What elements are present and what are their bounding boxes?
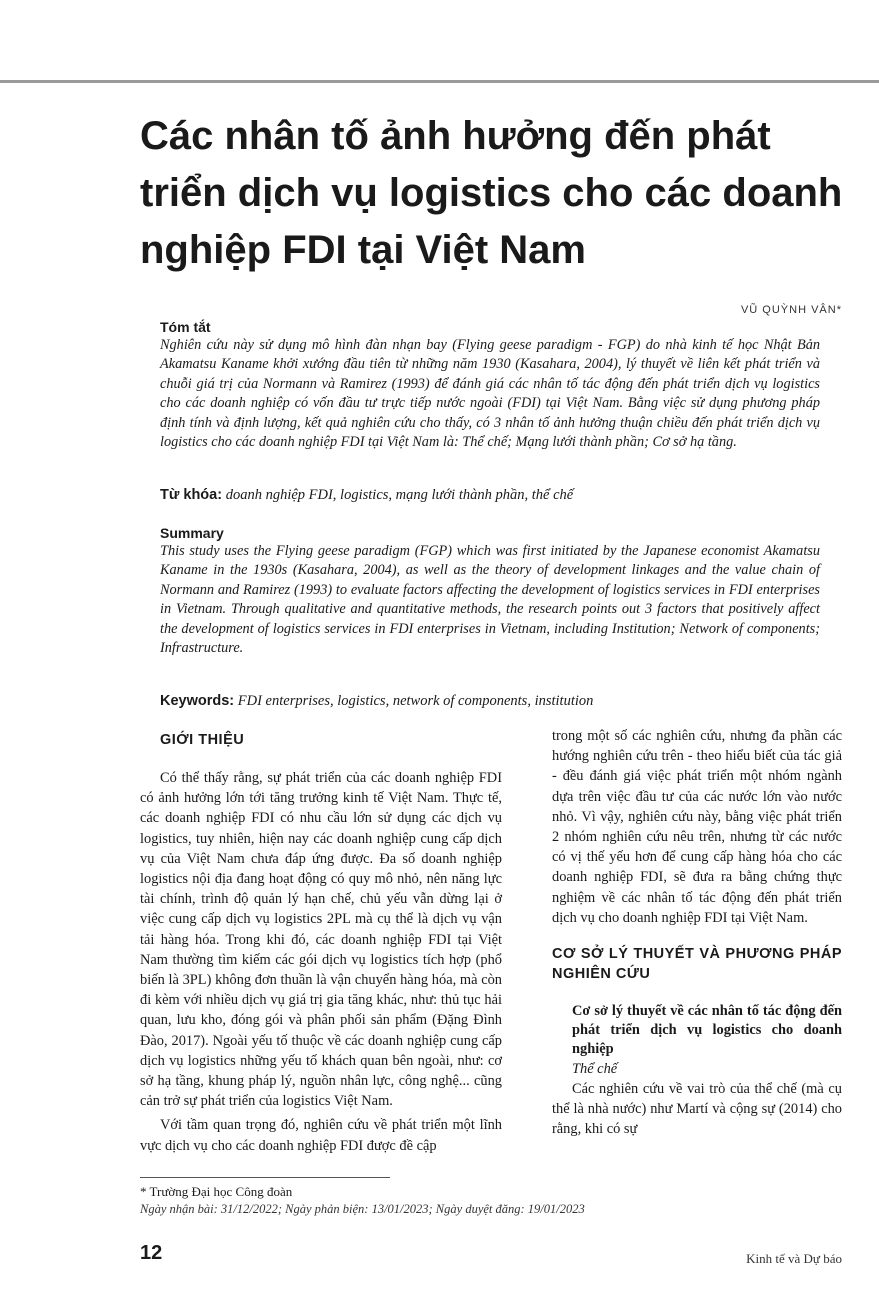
author-name: VŨ QUỲNH VÂN* <box>740 304 842 316</box>
right-column <box>552 726 842 1140</box>
abstract-body: Nghiên cứu này sử dụng mô hình đàn nhạn bay (Flying geese paradigm - FGP) do nhà kinh tế học Nhật Bản Akamatsu Kaname khởi xướng đầu tiên từ những năm 1930 (Kasahara, 2004), lý thuyết về liên kết phát triển và chuỗi giá trị của Normann và Ramirez (1993) để đánh giá các nhân tố tác động đến phát triển dịch vụ logistics cho các doanh nghiệp có vốn đầu tư trực tiếp nước ngoài (FDI) tại Việt Nam. Bằng việc sử dụng phương pháp định tính và định lượng, kết quả nghiên cứu cho thấy, có 3 nhân tố ảnh hưởng thuận chiều đến phát triển dịch vụ logistics cho các doanh nghiệp FDI tại Việt Nam là: Thể chế; Mạng lưới thành phần; Cơ sở hạ tầng. <box>160 337 820 451</box>
keywords-vietnamese <box>160 486 820 505</box>
abstract-heading: Tóm tắt <box>160 319 211 335</box>
keywords-label: Từ khóa: <box>160 487 223 503</box>
article-title: Các nhân tố ảnh hưởng đến phát triển dịch vụ logistics cho các doanh nghiệp FDI tại Việt Nam <box>140 114 843 272</box>
submission-dates: Ngày nhận bài: 31/12/2022; Ngày phản biện: 13/01/2023; Ngày duyệt đăng: 19/01/2023 <box>140 1202 585 1216</box>
section-heading-theory: CƠ SỞ LÝ THUYẾT VÀ PHƯƠNG PHÁP NGHIÊN CỨU <box>552 946 842 983</box>
author-affiliation-footnote: * Trường Đại học Công đoàn <box>140 1184 293 1199</box>
left-column <box>140 730 502 1156</box>
section-heading-intro: GIỚI THIỆU <box>160 732 245 748</box>
summary-body: This study uses the Flying geese paradigm (FGP) which was first initiated by the Japanese economist Akamatsu Kaname in the 1930s (Kasahara, 2004), as well as the theory of development linkages and the value chain of Normann and Ramirez (1993) to evaluate factors affecting the development of logistics services in FDI enterprises in Vietnam. Through qualitative and quantitative methods, the research points out 3 factors that positively affect the development of logistics services in FDI enterprises in Vietnam, including Institution; Network of components; Infrastructure. <box>160 543 820 657</box>
keywords-en-label: Keywords: <box>160 693 235 709</box>
subsection-heading: Cơ sở lý thuyết về các nhân tố tác động đến phát triển dịch vụ logistics cho doanh nghiệp <box>572 1003 842 1058</box>
abstract-vietnamese <box>160 318 820 452</box>
summary-heading: Summary <box>160 525 224 541</box>
keywords-english <box>160 692 820 711</box>
keywords-en-text: FDI enterprises, logistics, network of components, institution <box>237 693 594 709</box>
header-rule <box>0 80 879 83</box>
intro-paragraph-2: Với tầm quan trọng đó, nghiên cứu về phát triển một lĩnh vực dịch vụ cho các doanh nghiệp FDI được đề cập <box>140 1117 502 1154</box>
abstract-english <box>160 524 820 658</box>
theory-paragraph-1: Các nghiên cứu về vai trò của thể chế (mà cụ thể là nhà nước) như Martí và cộng sự (2014) cho rằng, khi có sự <box>552 1081 842 1138</box>
intro-continuation: trong một số các nghiên cứu, nhưng đa phần các hướng nghiên cứu trên - theo hiểu biết của tác giả - đều đánh giá việc phát triển một nhóm ngành dựa trên việc đầu tư của các nước lớn vào nước nhỏ. Vì vậy, nghiên cứu này, bằng việc phát triển 2 nhóm nghiên cứu nêu trên, nhưng từ các nước có vị thế yếu hơn để cung cấp hàng hóa cho các doanh nghiệp FDI, sẽ đưa ra bằng chứng thực nghiệm về các nhân tố tác động đến phát triển dịch vụ cho doanh nghiệp FDI tại Việt Nam. <box>552 728 842 926</box>
page-number: 12 <box>140 1242 163 1264</box>
keywords-text: doanh nghiệp FDI, logistics, mạng lưới thành phần, thể chế <box>225 487 574 503</box>
journal-name: Kinh tế và Dự báo <box>746 1251 842 1266</box>
intro-paragraph-1: Có thể thấy rằng, sự phát triển của các doanh nghiệp FDI có ảnh hưởng lớn tới tăng trưởng kinh tế Việt Nam. Thực tế, các doanh nghiệp FDI có nhu cầu lớn sử dụng các dịch vụ logistics, tuy nhiên, hiện nay các doanh nghiệp cung cấp dịch vụ của Việt Nam chưa đáp ứng được. Đa số doanh nghiệp logistics nội địa đang hoạt động có quy mô nhỏ, nên năng lực tài chính, trình độ quản lý hạn chế, chủ yếu vẫn dừng lại ở việc cung cấp dịch vụ logistics 2PL mà cụ thể là dịch vụ vận tải hàng hóa. Trong khi đó, các doanh nghiệp FDI tại Việt Nam thường tìm kiếm các gói dịch vụ logistics tích hợp (phổ biến là 3PL) không đơn thuần là vận chuyển hàng hóa, mà còn đi kèm với nhiều dịch vụ giá trị gia tăng khác, như: thủ tục hải quan, lưu kho, đóng gói và phân phối sản phẩm (Đặng Đình Đào, 2017). Ngoài yếu tố thuộc về các doanh nghiệp cung cấp dịch vụ logistics những yếu tố khách quan bên ngoài, như: cơ sở hạ tầng, khung pháp lý, nguồn nhân lực, công nghệ... cũng cản trở sự phát triển của logistics Việt Nam. <box>140 770 502 1110</box>
subsubsection-heading: Thể chế <box>572 1061 618 1078</box>
footnote-rule <box>140 1177 390 1178</box>
